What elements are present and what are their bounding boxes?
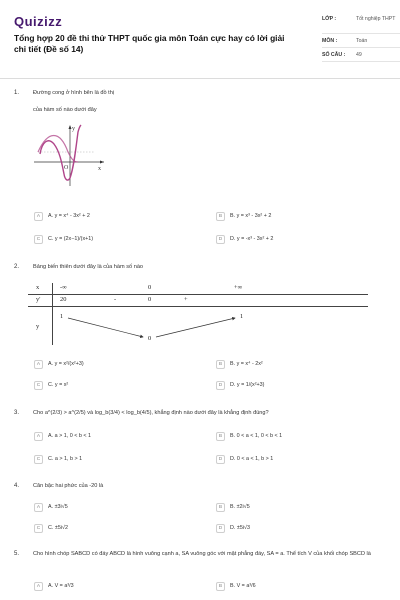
option-text: D. 0 < a < 1, b > 1 <box>230 456 274 462</box>
option-text: B. V = a³/6 <box>230 583 256 589</box>
option-letter-box: C <box>34 455 43 464</box>
option-letter-box: A <box>34 503 43 512</box>
question-text: Bảng biến thiên dưới đây là của hàm số nào <box>33 264 144 270</box>
variation-table <box>28 283 368 345</box>
y-prime-row-label: y' <box>36 296 41 303</box>
option-letter-box: B <box>216 432 225 441</box>
option-text: A. y = x⁴ - 3x² + 2 <box>48 213 90 219</box>
meta-row-class <box>322 12 400 34</box>
option-letter-box: D <box>216 455 225 464</box>
option-letter-box: B <box>216 582 225 591</box>
meta-value: Tốt nghiệp THPT <box>356 16 396 22</box>
question-text: Cho a^(2/3) > a^(2/5) và log_b(3/4) < log_b(4/5), khẳng định nào dưới đây là khẳng định đúng? <box>33 410 269 416</box>
question-text-line2: của hàm số nào dưới đây <box>33 107 97 113</box>
option-text: B. 0 < a < 1, 0 < b < 1 <box>230 433 283 439</box>
question-text: Cho hình chóp SABCD có đáy ABCD là hình vuông cạnh a, SA vuông góc với mặt phẳng đáy, SA = a. Thể tích V của khối chóp SBCD là <box>33 551 371 557</box>
option-text: D. y = 1/(x²+3) <box>230 382 265 388</box>
x-neg-infinity: -∞ <box>60 284 67 291</box>
worksheet-meta <box>322 12 400 62</box>
y-right-value: 1 <box>240 313 244 320</box>
question-number: 4. <box>14 483 20 489</box>
worksheet-header <box>14 10 396 70</box>
y-axis-label: y <box>72 126 75 132</box>
option-letter-box: B <box>216 360 225 369</box>
question-number: 3. <box>14 410 20 416</box>
x-pos-infinity: +∞ <box>234 284 243 291</box>
question-number: 2. <box>14 264 20 270</box>
option-text: C. y = x² <box>48 382 69 388</box>
variation-arrows <box>28 283 368 345</box>
meta-value: Toán <box>356 38 368 44</box>
function-graph <box>34 122 106 188</box>
x-axis-arrow <box>100 161 104 164</box>
y-left-value: 1 <box>60 313 64 320</box>
curve-branch <box>38 136 78 163</box>
worksheet-title: Tổng hợp 20 đề thi thử THPT quốc gia môn Toán cực hay có lời giải chi tiết (Đề số 14) <box>14 33 285 54</box>
option-letter-box: A <box>34 212 43 221</box>
meta-label: SỐ CÂU : <box>322 52 346 58</box>
question-text: Căn bậc hai phức của -20 là <box>33 483 104 489</box>
option-letter-box: D <box>216 235 225 244</box>
option-letter-box: C <box>34 524 43 533</box>
header-divider <box>0 78 400 79</box>
option-text: C. ±5i√2 <box>48 525 68 531</box>
option-text: B. y = x³ - 3x² + 2 <box>230 213 272 219</box>
curve <box>40 125 81 180</box>
option-text: A. ±3i√5 <box>48 504 68 510</box>
option-text: B. ±2i√5 <box>230 504 250 510</box>
option-text: B. y = x⁴ - 2x² <box>230 361 263 367</box>
meta-label: MÔN : <box>322 38 338 44</box>
y-prime-plus: + <box>184 296 188 303</box>
option-letter-box: C <box>34 381 43 390</box>
origin-label: O <box>64 165 69 171</box>
option-letter-box: A <box>34 432 43 441</box>
decreasing-arrow <box>68 318 143 337</box>
option-letter-box: B <box>216 503 225 512</box>
x-row-label: x <box>36 284 40 291</box>
y-row-label: y <box>36 323 40 330</box>
x-zero: 0 <box>148 284 152 291</box>
y-prime-zero: 0 <box>148 296 152 303</box>
y-prime-minus: - <box>114 296 117 303</box>
option-text: D. ±5i√3 <box>230 525 250 531</box>
quizizz-logo: Quizizz <box>14 14 63 29</box>
option-text: A. a > 1, 0 < b < 1 <box>48 433 92 439</box>
option-letter-box: D <box>216 381 225 390</box>
y-min-value: 0 <box>148 335 152 342</box>
option-text: A. V = a³/3 <box>48 583 74 589</box>
option-letter-box: D <box>216 524 225 533</box>
question-number: 5. <box>14 551 20 557</box>
option-letter-box: A <box>34 582 43 591</box>
option-letter-box: C <box>34 235 43 244</box>
option-text: C. a > 1, b > 1 <box>48 456 83 462</box>
option-text: C. y = (2x−1)/(x+1) <box>48 236 94 242</box>
option-letter-box: B <box>216 212 225 221</box>
y-prime-left-value: 20 <box>60 296 67 303</box>
option-letter-box: A <box>34 360 43 369</box>
question-number: 1. <box>14 90 20 96</box>
option-text: A. y = x²/(x²+3) <box>48 361 84 367</box>
meta-row-subject <box>322 34 400 48</box>
meta-label: LỚP : <box>322 16 337 22</box>
increasing-arrow <box>156 318 235 337</box>
meta-row-count <box>322 48 400 62</box>
x-axis-label: x <box>98 166 101 172</box>
meta-value: 49 <box>356 52 362 58</box>
question-text: Đường cong ở hình bên là đồ thị <box>33 90 115 96</box>
option-text: D. y = -x³ - 3x² + 2 <box>230 236 274 242</box>
